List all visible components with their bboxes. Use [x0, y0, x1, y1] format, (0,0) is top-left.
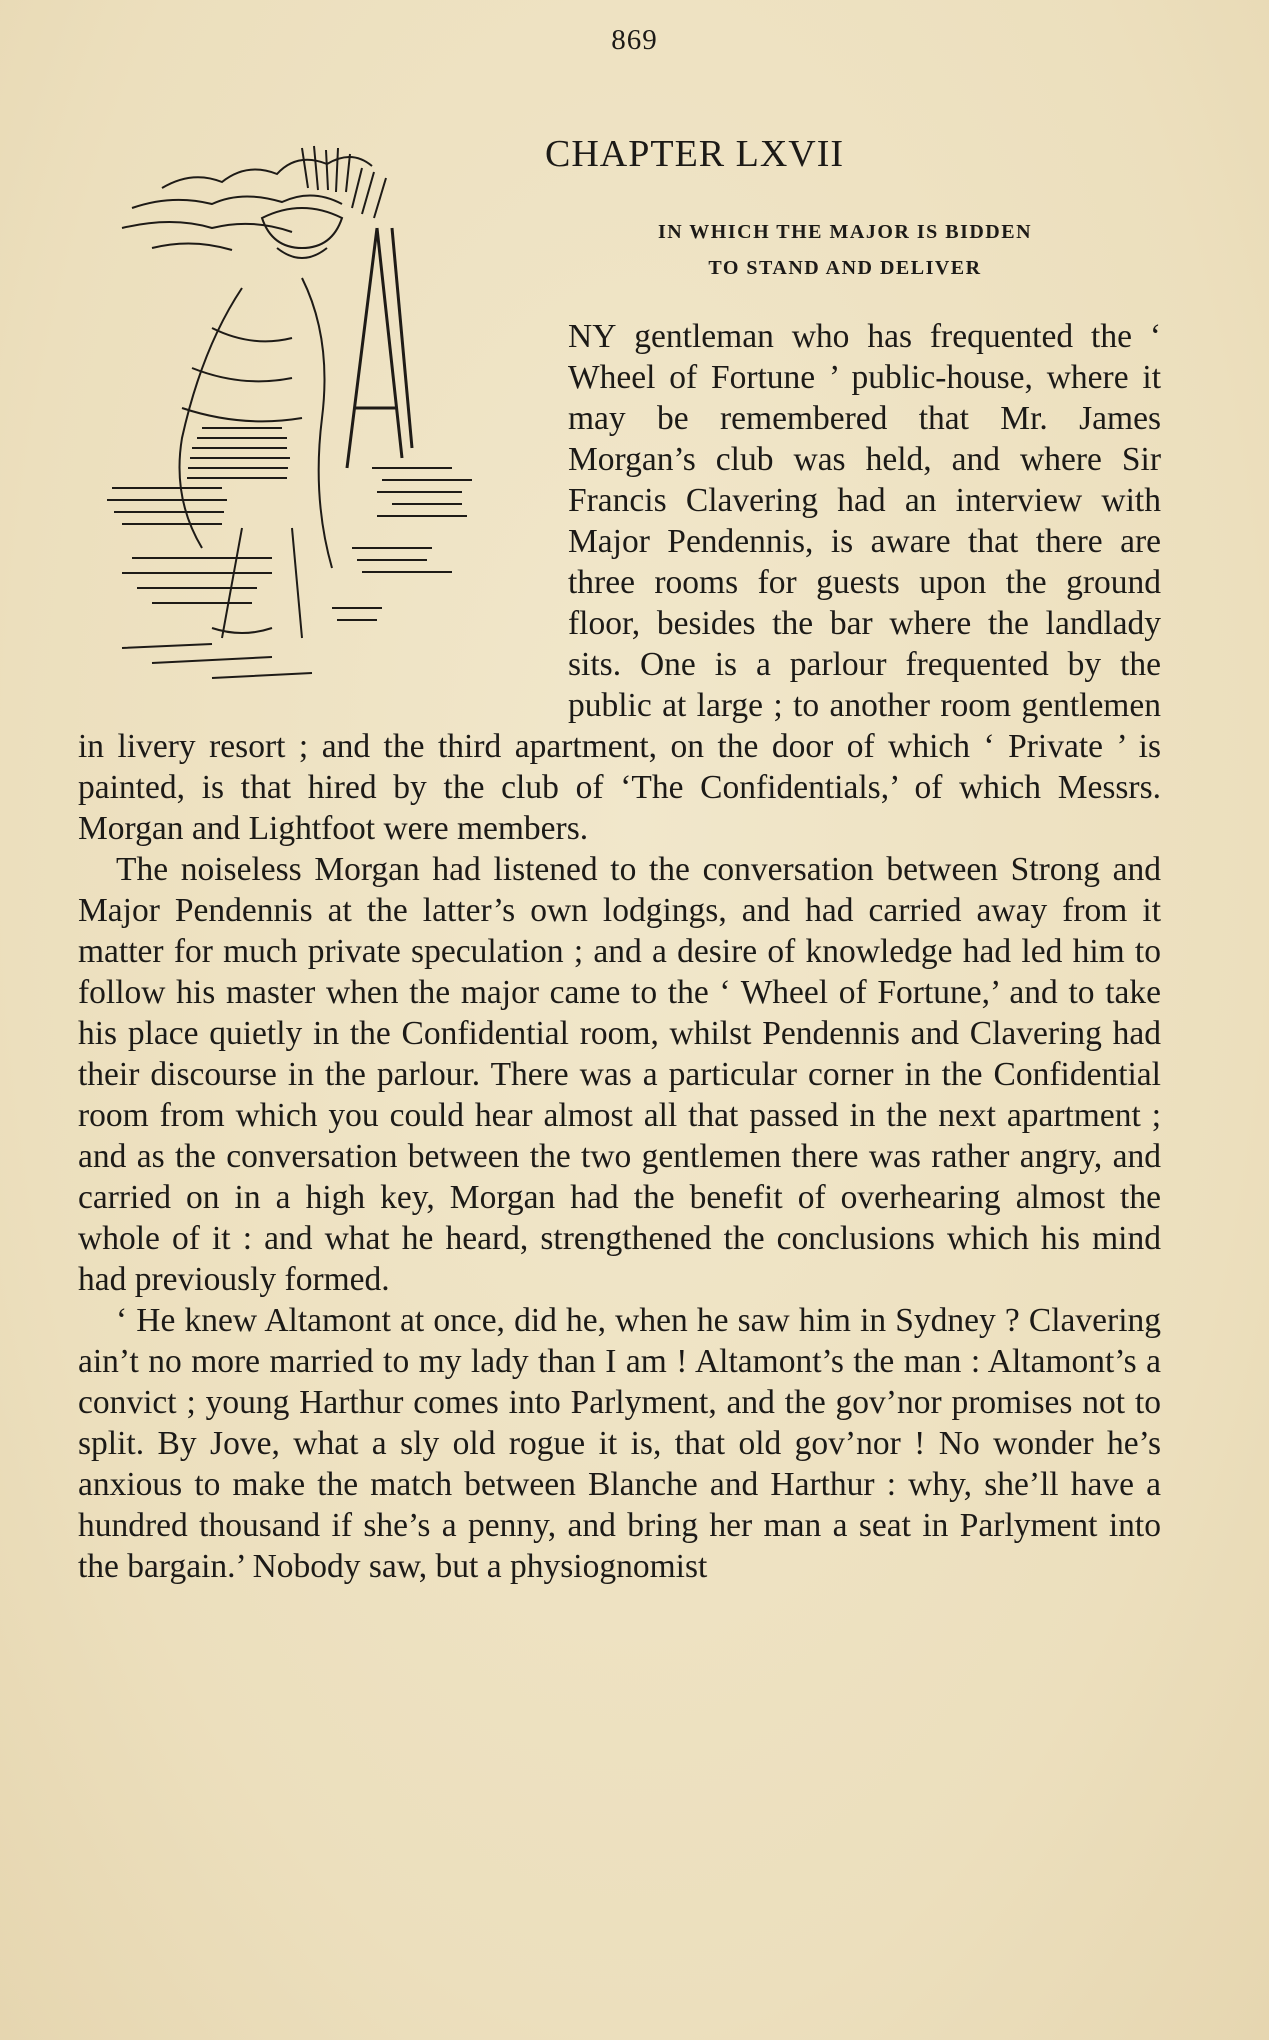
- chapter-subtitle: [555, 214, 1135, 286]
- paragraph: ‘ He knew Altamont at once, did he, when he saw him in Sydney ? Clavering ain’t no more married to my lady than I am ! Altamont’s the man : Altamont’s a convict ; young Harthur comes into Parlyment, and the gov’nor promises not to split. By Jove, what a sly old rogue it is, that old gov’nor ! No wonder he’s anxious to make the match between Blanche and Harthur : why, she’ll have a hundred thousand if she’s a penny, and bring her man a seat in Parlyment into the bargain.’ Nobody saw, but a physiognomist: [78, 1302, 1161, 1585]
- page-number: 869: [611, 24, 658, 56]
- chapter-subtitle-line: TO STAND AND DELIVER: [708, 257, 982, 279]
- paragraph-text: gentleman who has frequented the ‘ Wheel of Fortune ’ public-house, where it may be remembered that Mr. James Morgan’s club was held, and where Sir Francis Clavering had an interview with Major Pendennis, is aware that there are three rooms for guests upon the ground floor, besides the bar where the landlady sits. One is a parlour frequented by the public at large ; to another room gentlemen in livery resort ; and the third apartment, on the door of which ‘ Private ’ is painted, is that hired by the club of ‘The Confidentials,’ of which Messrs. Morgan and Lightfoot were members.: [78, 318, 1161, 847]
- chapter-body: [78, 316, 1161, 1587]
- dropcap-continuation: NY: [568, 318, 617, 355]
- chapter-subtitle-line: IN WHICH THE MAJOR IS BIDDEN: [657, 221, 1033, 243]
- paragraph: The noiseless Morgan had listened to the conversation between Strong and Major Pendennis at the latter’s own lodgings, and had carried away from it matter for much private speculation ; and a desire of knowledge had led him to follow his master when the major came to the ‘ Wheel of Fortune,’ and to take his place quietly in the Confidential room, whilst Pendennis and Clavering had their discourse in the parlour. There was a particular corner in the Confidential room from which you could hear almost all that passed in the next apartment ; and as the conversation between the two gentlemen there was rather angry, and carried on in a high key, Morgan had the benefit of overhearing almost the whole of it : and what he heard, strengthened the conclusions which his mind had previously formed.: [78, 851, 1161, 1298]
- dropcap-space: [78, 316, 568, 726]
- chapter-title: CHAPTER LXVII: [545, 133, 845, 175]
